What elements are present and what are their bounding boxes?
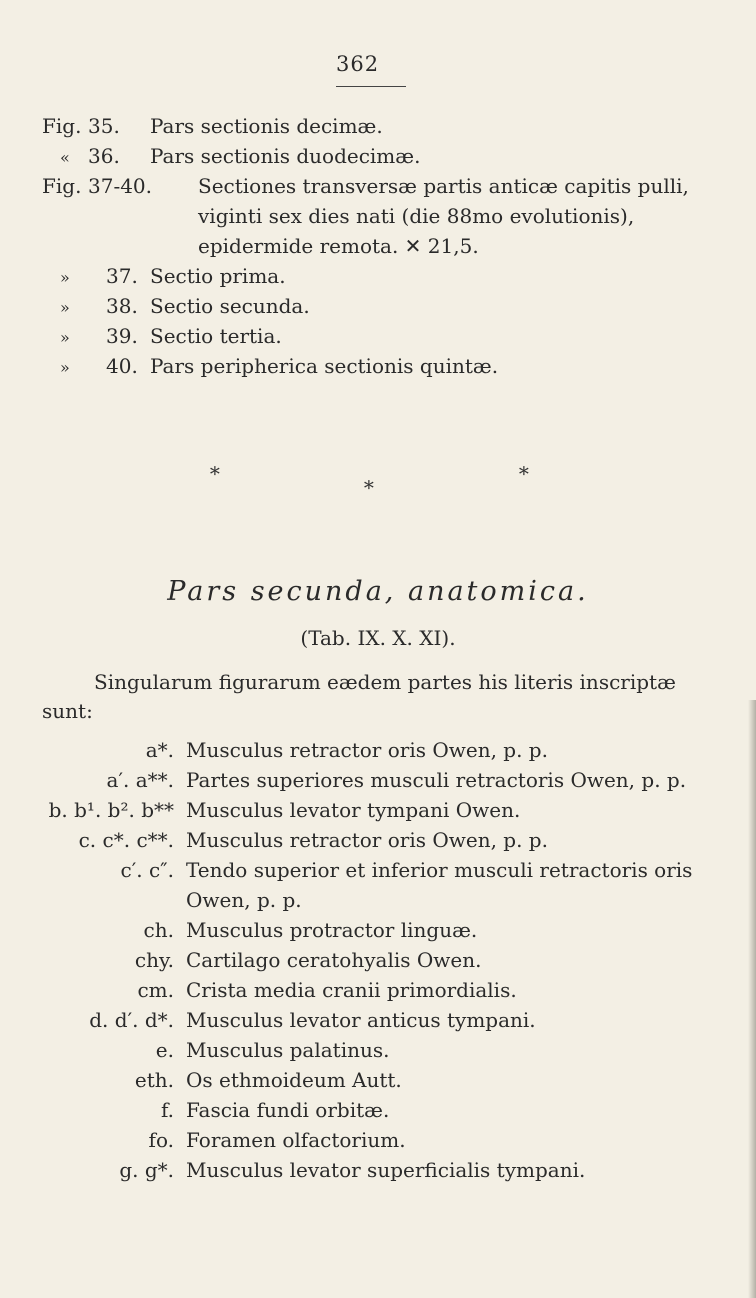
page-number: 362	[336, 52, 380, 76]
asterism-star-bottom: ∗	[362, 472, 376, 496]
legend-description: Os ethmoideum Autt.	[186, 1068, 402, 1092]
legend-abbreviation: f.	[160, 1098, 174, 1122]
legend-description: Fascia fundi orbitæ.	[186, 1098, 390, 1122]
ditto-mark: »	[60, 328, 70, 347]
asterism-star-left: ∗	[208, 458, 222, 482]
figure-number: 36.	[88, 144, 120, 168]
legend-description: Partes superiores musculi retractoris Owen, p. p.	[186, 768, 687, 792]
legend-abbreviation: d. d′. d*.	[89, 1008, 174, 1032]
figure-number: 37.	[106, 264, 138, 288]
intro-paragraph: Singularum figurarum eædem partes his literis inscriptæ sunt:	[42, 670, 676, 723]
legend-abbreviation: e.	[155, 1038, 174, 1062]
figure-caption-line: Sectiones transversæ partis anticæ capitis pulli,	[198, 174, 689, 198]
legend-description-continued: Owen, p. p.	[186, 888, 302, 912]
legend-description: Musculus levator tympani Owen.	[186, 798, 521, 822]
legend-abbreviation: eth.	[134, 1068, 174, 1092]
figure-caption: Sectio secunda.	[150, 294, 310, 318]
figure-caption: Pars sectionis decimæ.	[150, 114, 383, 138]
figure-caption-line: epidermide remota. ✕ 21,5.	[198, 234, 479, 258]
legend-abbreviation: g. g*.	[119, 1158, 174, 1182]
figure-number: 35.	[88, 114, 120, 138]
legend-description: Musculus palatinus.	[186, 1038, 390, 1062]
figure-number: 37-40.	[88, 174, 153, 198]
figure-caption: Sectio prima.	[150, 264, 286, 288]
legend-description: Musculus levator superficialis tympani.	[186, 1158, 586, 1182]
plate-reference: (Tab. IX. X. XI).	[300, 626, 456, 650]
legend-abbreviation: c′. c″.	[120, 858, 174, 882]
figure-label: Fig.	[42, 174, 82, 198]
legend-description: Foramen olfactorium.	[186, 1128, 406, 1152]
legend-abbreviation: a*.	[145, 738, 174, 762]
figure-caption-line: viginti sex dies nati (die 88mo evolutionis),	[198, 204, 635, 228]
legend-description: Musculus retractor oris Owen, p. p.	[186, 828, 548, 852]
legend-description: Crista media cranii primordialis.	[186, 978, 517, 1002]
legend-abbreviation: ch.	[143, 918, 174, 942]
ditto-mark: »	[60, 358, 70, 377]
ditto-mark: »	[60, 268, 70, 287]
section-title: Pars secunda, anatomica.	[167, 576, 589, 607]
asterism-star-right: ∗	[517, 458, 531, 482]
figure-caption: Pars sectionis duodecimæ.	[150, 144, 421, 168]
legend-description: Musculus retractor oris Owen, p. p.	[186, 738, 548, 762]
legend-description: Musculus levator anticus tympani.	[186, 1008, 536, 1032]
legend-abbreviation: b. b¹. b². b**	[48, 798, 174, 822]
legend-abbreviation: c. c*. c**.	[78, 828, 174, 852]
figure-caption: Sectio tertia.	[150, 324, 282, 348]
ditto-mark: »	[60, 298, 70, 317]
legend-abbreviation: chy.	[134, 948, 174, 972]
figure-number: 38.	[106, 294, 138, 318]
legend-description: Musculus protractor linguæ.	[186, 918, 478, 942]
figure-number: 39.	[106, 324, 138, 348]
page-edge-shadow	[748, 700, 756, 1298]
legend-abbreviation: fo.	[148, 1128, 174, 1152]
figure-caption: Pars peripherica sectionis quintæ.	[150, 354, 499, 378]
legend-abbreviation: a′. a**.	[106, 768, 174, 792]
ditto-mark: «	[60, 148, 70, 167]
page-number-rule	[336, 86, 406, 87]
legend-abbreviation: cm.	[137, 978, 174, 1002]
legend-description: Cartilago ceratohyalis Owen.	[186, 948, 482, 972]
legend-description: Tendo superior et inferior musculi retractoris oris	[186, 858, 693, 882]
figure-label: Fig.	[42, 114, 82, 138]
figure-number: 40.	[106, 354, 138, 378]
